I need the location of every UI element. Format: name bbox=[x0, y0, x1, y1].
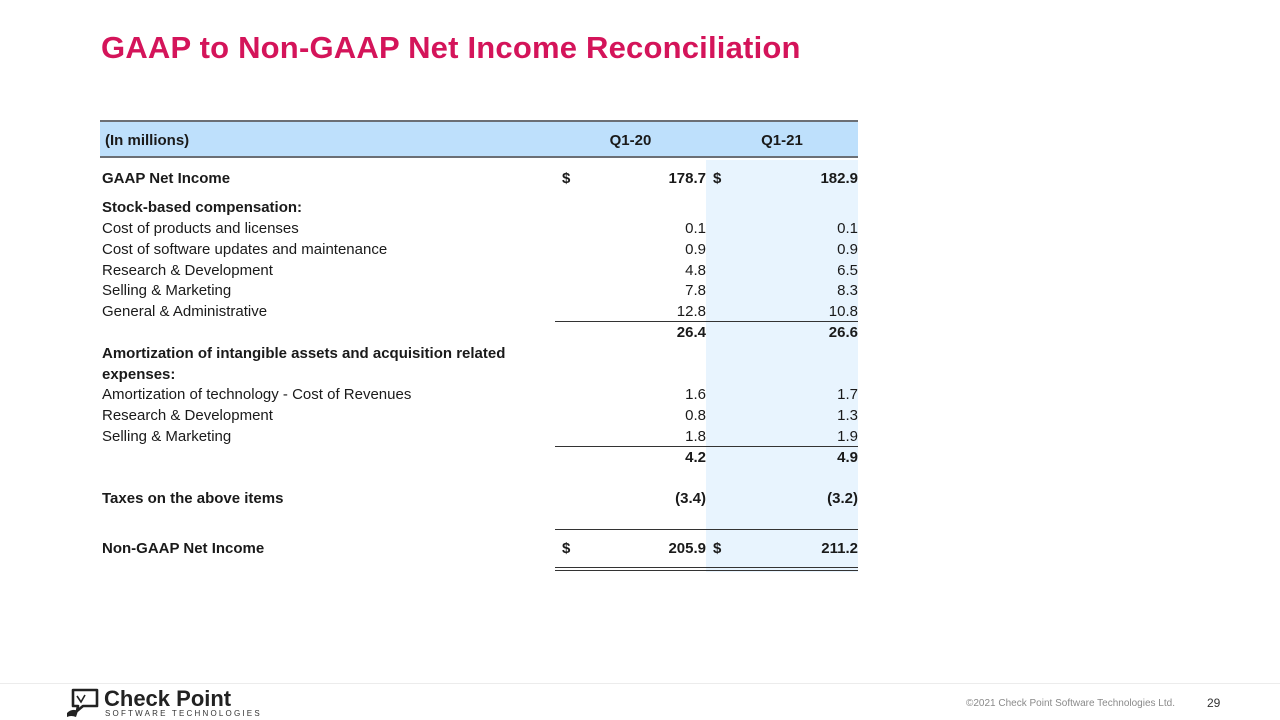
table-row bbox=[100, 218, 858, 239]
subtotal-row bbox=[100, 322, 858, 343]
table-row bbox=[100, 168, 858, 189]
table-row bbox=[100, 301, 858, 322]
value-q1-20: 205.9 bbox=[668, 540, 706, 557]
row-label: Cost of software updates and maintenance bbox=[102, 241, 388, 258]
section-heading bbox=[100, 197, 858, 218]
currency-symbol: $ bbox=[562, 540, 571, 557]
value-q1-21: 10.8 bbox=[828, 303, 858, 320]
value-q1-21: 1.9 bbox=[837, 428, 858, 445]
row-label: Selling & Marketing bbox=[102, 428, 232, 445]
value-q1-20: 1.6 bbox=[685, 386, 706, 403]
subtotal-q1-20: 4.2 bbox=[685, 449, 706, 466]
currency-symbol: $ bbox=[713, 540, 722, 557]
total-row bbox=[100, 538, 858, 559]
value-q1-21: 1.7 bbox=[837, 386, 858, 403]
header-units: (In millions) bbox=[105, 132, 190, 149]
value-q1-20: 0.8 bbox=[685, 407, 706, 424]
total-rule bbox=[555, 529, 858, 530]
row-label: Selling & Marketing bbox=[102, 282, 232, 299]
table-row bbox=[100, 260, 858, 281]
row-label: Research & Development bbox=[102, 407, 273, 424]
subtotal-q1-21: 26.6 bbox=[828, 324, 858, 341]
value-q1-21: 211.2 bbox=[821, 540, 858, 557]
value-q1-21: 182.9 bbox=[820, 170, 858, 187]
row-label: Non-GAAP Net Income bbox=[102, 540, 265, 557]
value-q1-21: 6.5 bbox=[837, 262, 858, 279]
value-q1-20: 7.8 bbox=[685, 282, 706, 299]
subtotal-row bbox=[100, 447, 858, 468]
page-number: 29 bbox=[1207, 696, 1221, 710]
header-q1-20: Q1-20 bbox=[609, 132, 652, 149]
copyright-notice: ©2021 Check Point Software Technologies Ltd. bbox=[966, 698, 1175, 709]
subtotal-q1-21: 4.9 bbox=[837, 449, 858, 466]
value-q1-20: 1.8 bbox=[685, 428, 706, 445]
row-label: Stock-based compensation: bbox=[102, 199, 303, 216]
row-label: Amortization of technology - Cost of Revenues bbox=[102, 386, 412, 403]
table-row bbox=[100, 384, 858, 405]
currency-symbol: $ bbox=[713, 170, 722, 187]
check-point-emblem-icon bbox=[66, 687, 102, 719]
row-label: Research & Development bbox=[102, 262, 273, 279]
value-q1-20: 12.8 bbox=[676, 303, 706, 320]
row-label: GAAP Net Income bbox=[102, 170, 231, 187]
value-q1-20: 4.8 bbox=[685, 262, 706, 279]
value-q1-21: 1.3 bbox=[837, 407, 858, 424]
value-q1-20: 0.1 bbox=[685, 220, 706, 237]
value-q1-20: 178.7 bbox=[668, 170, 706, 187]
section-heading bbox=[100, 343, 858, 364]
reconciliation-table bbox=[100, 120, 858, 580]
table-row bbox=[100, 239, 858, 260]
value-q1-21: (3.2) bbox=[827, 490, 858, 507]
logo-tagline: SOFTWARE TECHNOLOGIES bbox=[105, 709, 262, 718]
check-point-logo bbox=[66, 686, 262, 720]
row-label: Amortization of intangible assets and acquisition related bbox=[102, 345, 506, 362]
table-row bbox=[100, 405, 858, 426]
total-double-rule bbox=[555, 567, 858, 571]
table-row bbox=[100, 280, 858, 301]
table-header bbox=[100, 120, 858, 158]
row-label: Cost of products and licenses bbox=[102, 220, 299, 237]
currency-symbol: $ bbox=[562, 170, 571, 187]
footer-divider bbox=[0, 683, 1280, 684]
value-q1-20: (3.4) bbox=[675, 490, 706, 507]
header-q1-21: Q1-21 bbox=[761, 132, 803, 149]
row-label: General & Administrative bbox=[102, 303, 268, 320]
value-q1-21: 0.1 bbox=[837, 220, 858, 237]
table-row bbox=[100, 488, 858, 509]
table-row bbox=[100, 426, 858, 447]
value-q1-20: 0.9 bbox=[685, 241, 706, 258]
section-heading-continued bbox=[100, 364, 858, 385]
slide-title: GAAP to Non-GAAP Net Income Reconciliation bbox=[101, 30, 801, 65]
subtotal-q1-20: 26.4 bbox=[676, 324, 706, 341]
logo-wordmark: Check Point bbox=[104, 686, 232, 711]
value-q1-21: 8.3 bbox=[837, 282, 858, 299]
value-q1-21: 0.9 bbox=[837, 241, 858, 258]
row-label: expenses: bbox=[102, 366, 176, 383]
row-label: Taxes on the above items bbox=[102, 490, 284, 507]
